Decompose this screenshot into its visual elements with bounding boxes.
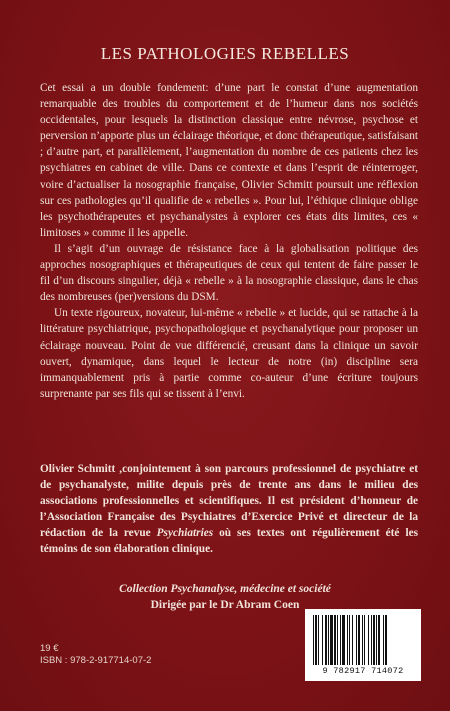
description-body: [40, 80, 418, 402]
isbn: ISBN : 978-2-917714-07-2: [40, 655, 152, 666]
price: 19 €: [40, 643, 59, 654]
barcode-bars-icon: [311, 615, 415, 665]
collection-name: Collection Psychanalyse, médecine et société: [119, 583, 331, 595]
author-bio: [40, 461, 418, 558]
barcode-digits: 9 782917 714072: [322, 666, 404, 676]
author-bio-start: Olivier Schmitt ,conjointement à son parcours professionnel de psychiatre et de psychanalyste, milite depuis près de trente ans dans le milieu des associations professionnelles et scientifiques. Il est président d’honneur de l’Association Française des Psychiatres d’Exercice Privé et directeur de la rédaction de la revue: [40, 463, 418, 540]
author-bio-end: où ses textes ont régulièrement été les témoins de son élaboration clinique.: [40, 527, 418, 556]
paragraph-3: Un texte rigoureux, novateur, lui-même « rebelle » et lucide, qui se rattache à la littérature psychiatrique, psychopathologique et psychanalytique pour proposer un éclairage nouveau. Point de vue différencié, creusant dans la clinique un savoir ouvert, dynamique, dans lequel le lecteur de notre (in) discipline sera immanquablement pris à partie comme co-auteur d’une écriture toujours surprenante par ses fils qui se tissent à l’envi.: [40, 307, 418, 400]
price-isbn: [40, 643, 151, 667]
paragraph-1: Cet essai a un double fondement: d’une part le constat d’une augmentation remarquable des troubles du comportement et de l’humeur dans nos sociétés occidentales, pour lesquels la distinction classique entre névrose, psychose et perversion n’apporte plus un éclairage théorique, et donc thérapeutique, satisfaisant ; d’autre part, et parallèlement, l’augmentation du nombre de ces patients chez les psychiatres en cabinet de ville. Dans ce contexte et dans l’esprit de réinterroger, voire d’actualiser la nosographie française, Olivier Schmitt poursuit une réflexion sur ces pathologies qu’il qualifie de « rebelles ». Pour lui, l’éthique clinique oblige les psychothérapeutes et psychanalystes à explorer ces états dits limites, ces « limitoses » comme il les appelle.: [40, 82, 418, 239]
book-title: LES PATHOLOGIES REBELLES: [100, 44, 350, 63]
collection-director: Dirigée par le Dr Abram Coen: [150, 599, 300, 611]
barcode: [305, 609, 421, 681]
paragraph-2: Il s’agit d’un ouvrage de résistance face à la globalisation politique des approches nosographiques et thérapeutiques de ceux qui tentent de faire passer le fil d’un discours singulier, déjà « rebelle » à la nosographie classique, dans le chas des nombreuses (per)versions du DSM.: [40, 242, 418, 304]
journal-name: Psychiatries: [156, 527, 214, 540]
